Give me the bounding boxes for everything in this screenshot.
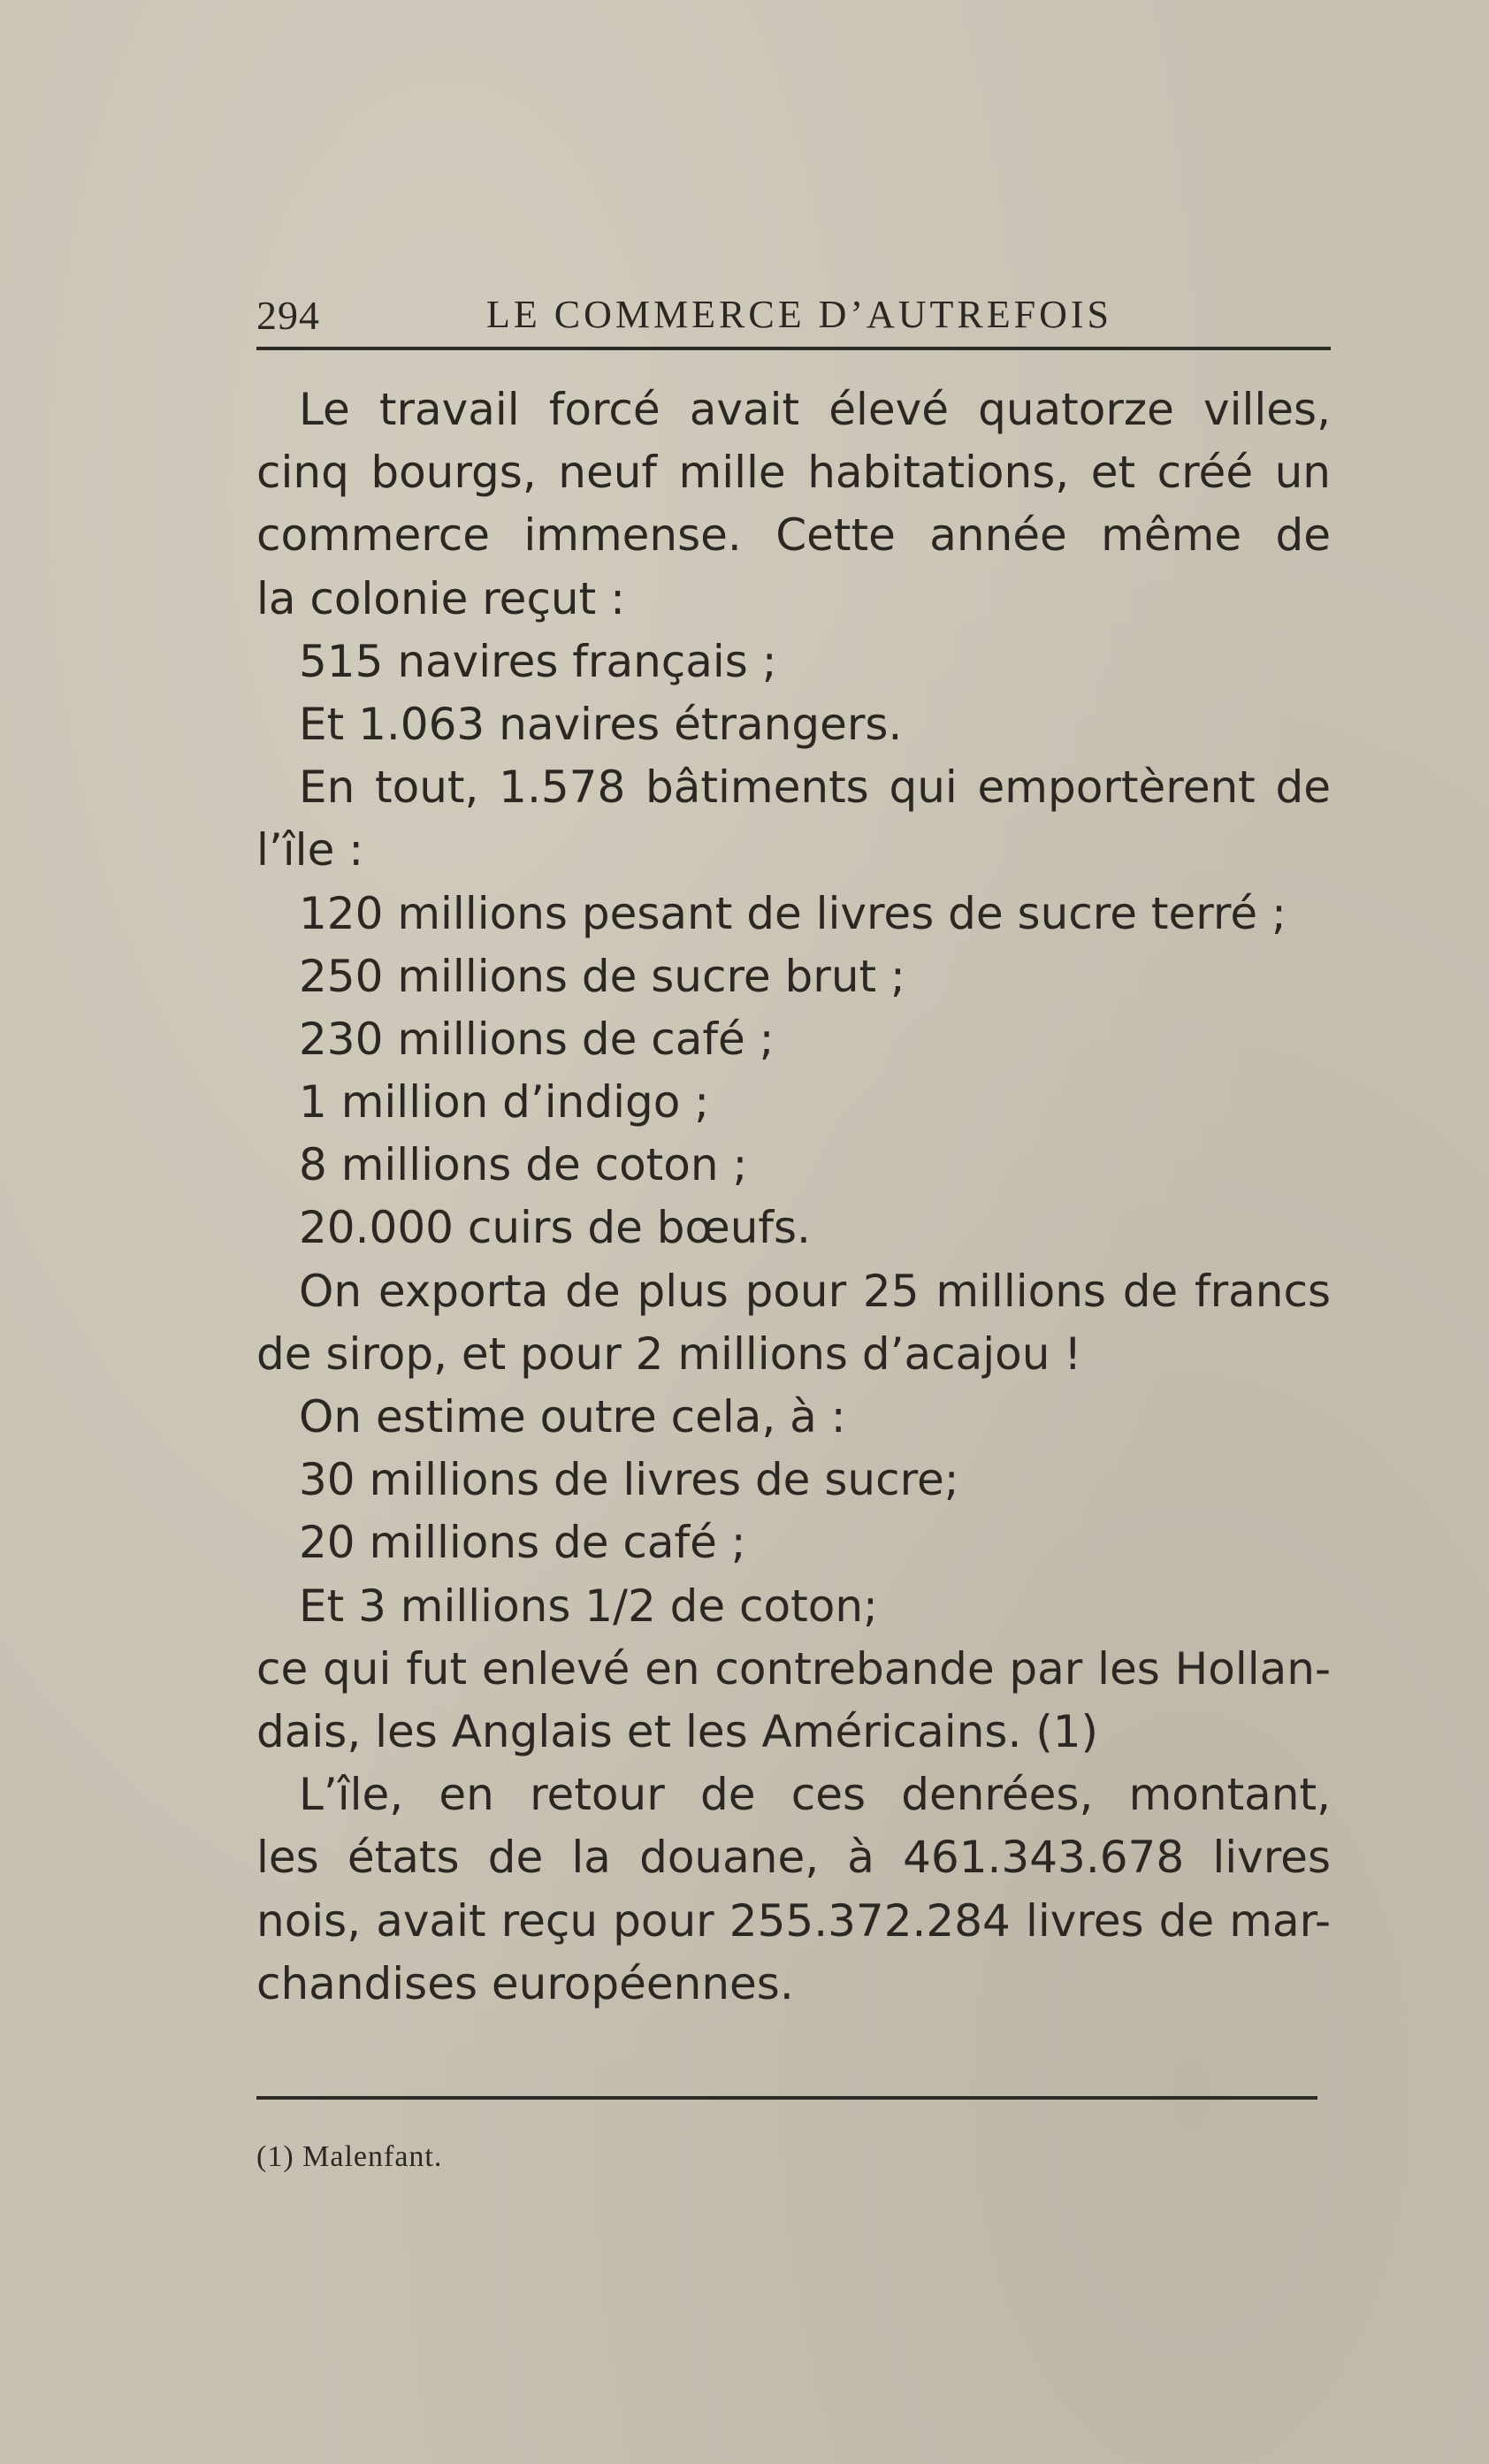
footnote-rule bbox=[256, 2096, 1317, 2100]
text-line: dais, les Anglais et les Américains. (1) bbox=[256, 1705, 1099, 1757]
text-line: nois, avait reçu pour 255.372.284 livres de mar- bbox=[256, 1894, 1331, 1947]
text-line: 8 millions de coton ; bbox=[299, 1139, 748, 1191]
text-line: 515 navires français ; bbox=[299, 635, 777, 687]
text-line: L’île, en retour de ces denrées, montant, bbox=[299, 1769, 1331, 1821]
text-line: 20.000 cuirs de bœufs. bbox=[299, 1202, 811, 1254]
text-line: On estime outre cela, à : bbox=[299, 1391, 846, 1442]
text-line: cinq bourgs, neuf mille habitations, et créé un bbox=[256, 447, 1331, 499]
text-line: l’île : bbox=[256, 824, 364, 876]
text-line: En tout, 1.578 bâtiments qui emportèrent de bbox=[299, 761, 1331, 814]
body-text bbox=[256, 379, 1331, 2016]
text-line: 230 millions de café ; bbox=[299, 1013, 775, 1065]
page-number: 294 bbox=[256, 293, 320, 338]
text-line: 30 millions de livres de sucre; bbox=[299, 1454, 959, 1506]
text-line: 120 millions pesant de livres de sucre terré ; bbox=[299, 887, 1287, 939]
text-line: Le travail forcé avait élevé quatorze villes, bbox=[299, 384, 1331, 435]
text-line: les états de la douane, à 461.343.678 livres bbox=[256, 1832, 1331, 1884]
text-line: de sirop, et pour 2 millions d’acajou ! bbox=[256, 1328, 1082, 1380]
text-line: Et 1.063 navires étrangers. bbox=[299, 698, 903, 750]
text-line: Et 3 millions 1/2 de coton; bbox=[299, 1580, 878, 1632]
text-line: On exporta de plus pour 25 millions de francs bbox=[299, 1265, 1331, 1317]
text-line: la colonie reçut : bbox=[256, 572, 625, 624]
text-line: 1 million d’indigo ; bbox=[299, 1076, 710, 1129]
header-rule bbox=[256, 347, 1331, 350]
footnote: (1) Malenfant. bbox=[256, 2140, 443, 2173]
text-line: chandises européennes. bbox=[256, 1957, 794, 2009]
text-line: ce qui fut enlevé en contrebande par les Hollan- bbox=[256, 1642, 1331, 1695]
text-line: 20 millions de café ; bbox=[299, 1517, 746, 1569]
running-head bbox=[256, 292, 1331, 345]
running-title: LE COMMERCE D’AUTREFOIS bbox=[486, 293, 1113, 336]
text-line: commerce immense. Cette année même de bbox=[256, 509, 1331, 562]
text-line: 250 millions de sucre brut ; bbox=[299, 950, 905, 1002]
